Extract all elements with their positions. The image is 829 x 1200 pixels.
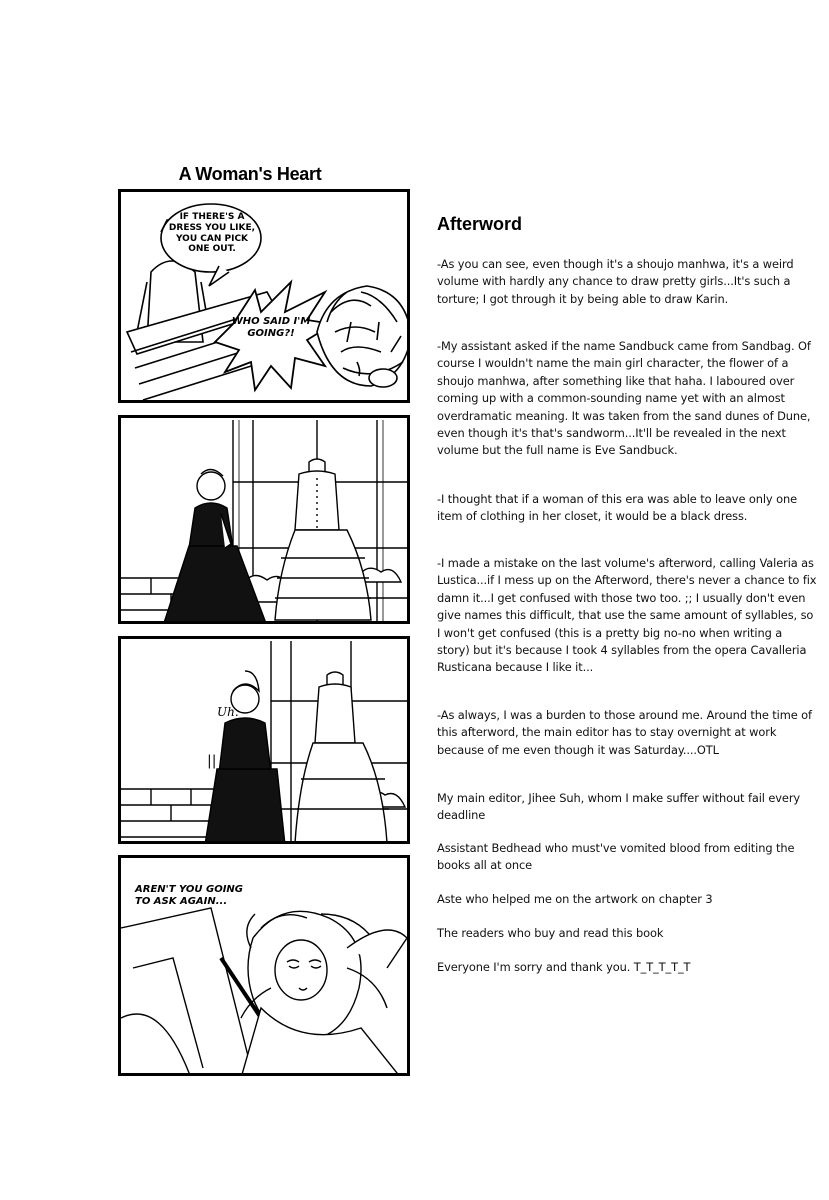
- afterword-paragraph-2: -My assistant asked if the name Sandbuck came from Sandbag. Of course I wouldn't name the main girl character, the flower of a shoujo manhwa, after something like that haha. I laboured over coming up with a common-sounding name yet with an almost overdramatic meaning. It was taken from the sand dunes of Dune, even though it's that's sandworm...It'll be revealed in the next volume but the full name is Eve Sandbuck.: [437, 339, 811, 458]
- speech-bubble-shape: [121, 192, 410, 403]
- shout-text: WHO SAID I'M GOING?!: [231, 316, 311, 339]
- afterword-paragraph-9: The readers who buy and read this book: [437, 926, 664, 940]
- comic-panel-4: [118, 855, 410, 1076]
- afterword-paragraph-4: -I made a mistake on the last volume's afterword, calling Valeria as Lustica...if I mess up on the Afterword, there's never a chance to fix damn it...I get confused with those two too. ;; I usually don't even give names this difficult, that use the same amount of syllables, so I won't get confused (this is a pretty big no-no when writing a story) but it's because I took 4 syllables from the opera Cavalleria Rusticana because I like it...: [437, 556, 817, 675]
- panel-3-artwork: [121, 639, 410, 844]
- speech-bubble-text: IF THERE'S A DRESS YOU LIKE, YOU CAN PICK ONE OUT.: [168, 212, 256, 255]
- panel-2-artwork: [121, 418, 410, 624]
- comic-panel-1: [118, 189, 410, 403]
- afterword-paragraph-1: -As you can see, even though it's a shoujo manhwa, it's a weird volume with hardly any chance to draw pretty girls...It's such a torture; I got through it by being able to draw Karin.: [437, 257, 794, 306]
- caption-text: AREN'T YOU GOING TO ASK AGAIN...: [135, 884, 243, 907]
- comic-panel-2: [118, 415, 410, 624]
- afterword-paragraph-7: Assistant Bedhead who must've vomited blood from editing the books all at once: [437, 841, 795, 873]
- sound-effect-text: Uh.: [217, 705, 239, 719]
- comic-title: A Woman's Heart: [178, 164, 322, 184]
- afterword-paragraph-3: -I thought that if a woman of this era was able to leave only one item of clothing in her closet, it would be a black dress.: [437, 492, 797, 524]
- afterword-paragraph-5: -As always, I was a burden to those around me. Around the time of this afterword, the main editor has to stay overnight at work because of me even though it was Saturday....OTL: [437, 708, 812, 757]
- afterword-paragraph-8: Aste who helped me on the artwork on chapter 3: [437, 892, 713, 906]
- afterword-title: Afterword: [437, 214, 522, 234]
- afterword-paragraph-6: My main editor, Jihee Suh, whom I make suffer without fail every deadline: [437, 791, 801, 823]
- afterword-paragraph-10: Everyone I'm sorry and thank you. T_T_T_T_T: [437, 960, 691, 974]
- comic-panel-3: [118, 636, 410, 844]
- sweat-lines: ||: [207, 753, 217, 769]
